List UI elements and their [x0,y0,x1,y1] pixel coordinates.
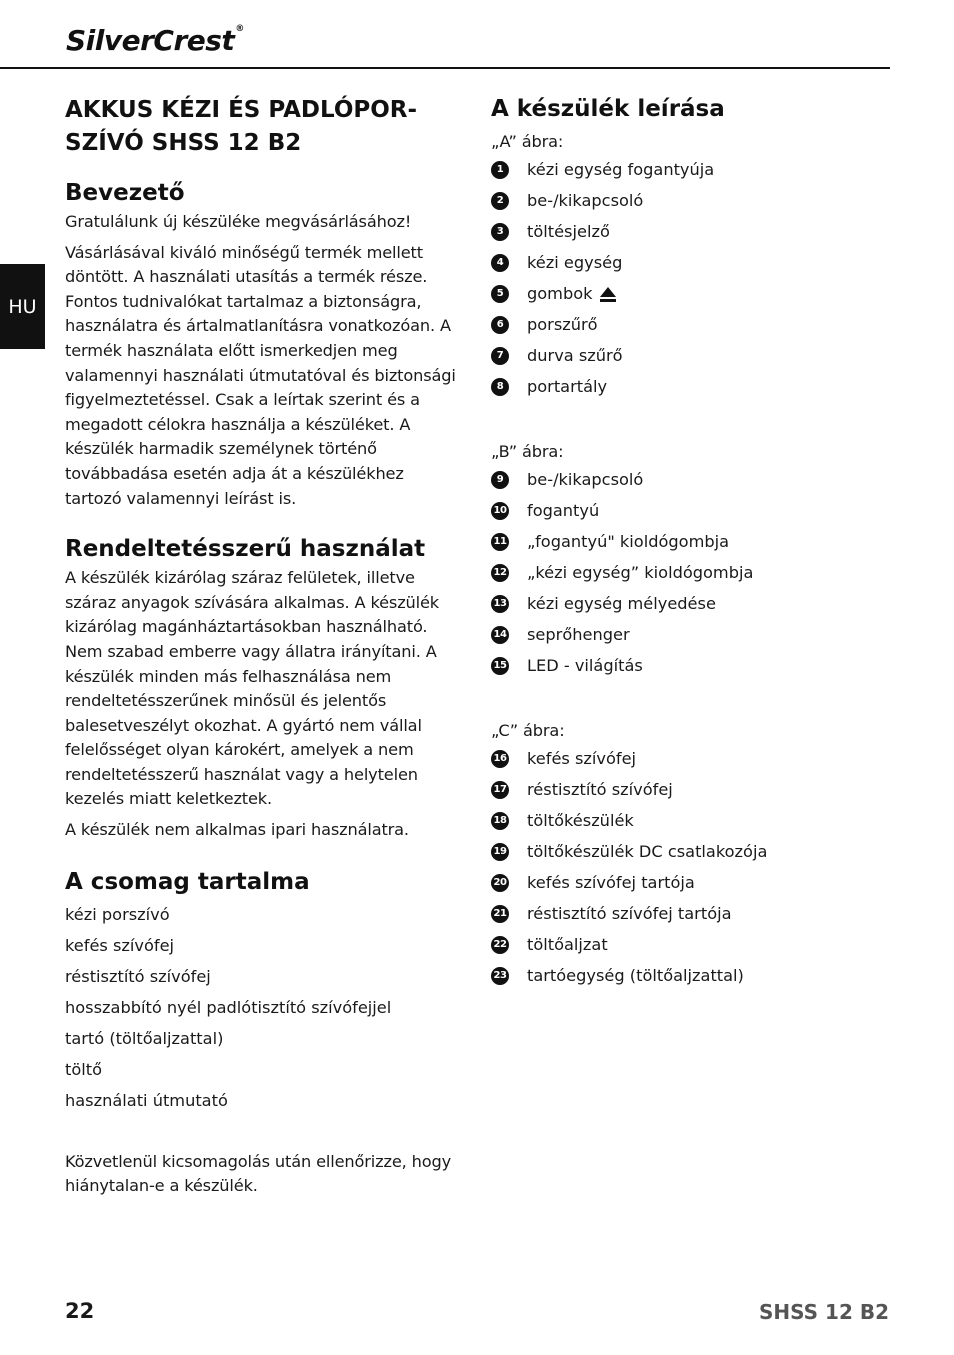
list-item: töltő [65,1059,102,1079]
figure-a-list [491,154,891,402]
list-item: tartó (töltőaljzattal) [65,1028,224,1048]
list-item [491,588,891,619]
item-text: porszűrő [527,315,598,334]
number-badge: 11 [491,533,509,551]
item-text: gombok [527,284,593,303]
number-badge: 13 [491,595,509,613]
brand-logo [66,24,244,57]
item-text: kézi egység [527,253,623,272]
list-item [491,557,891,588]
right-column [491,94,891,991]
intro-paragraph-1: Gratulálunk új készüléke megvásárlásához! [65,212,412,231]
list-item [491,495,891,526]
usage-paragraph-2: A készülék nem alkalmas ipari használatra. [65,820,409,840]
list-item [491,278,891,309]
item-text: tartóegység (töltőaljzattal) [527,966,744,985]
list-item [491,743,891,774]
item-text: portartály [527,377,608,396]
item-text: „kézi egység” kioldógombja [527,563,754,582]
item-text: fogantyú [527,501,600,520]
intro-heading: Bevezető [65,180,185,206]
intro-paragraph-2: Vásárlásával kiváló minőségű termék mellett döntött. A használati utasítás a termék része. Fontos tudnivalókat tartalmaz a biztonságra, használatra és ártalmatlanításra vonatkozóan. A termék használata előtt ismerkedjen meg valamennyi használati útmutatóval és biztonsági figyelmeztetéssel. Csak a leírtak szerint és a megadott célokra használja a készüléket. A készülék harmadik személynek történő továbbadása esetén adja át a készülékhez tartozó valamennyi leírást is. [65,242,456,508]
list-item [491,650,891,681]
number-badge: 12 [491,564,509,582]
usage-heading: Rendeltetésszerű használat [65,536,426,563]
list-item [491,464,891,495]
number-badge: 17 [491,781,509,799]
number-badge: 3 [491,223,509,241]
number-badge: 5 [491,285,509,303]
item-text: kefés szívófej [527,749,637,768]
list-item [491,805,891,836]
figure-c-list [491,743,891,991]
number-badge: 8 [491,378,509,396]
number-badge: 21 [491,905,509,923]
registered-mark: ® [235,24,244,34]
item-text: töltésjelző [527,222,610,241]
document-title [65,94,465,160]
package-heading: A csomag tartalma [65,868,310,895]
number-badge: 2 [491,192,509,210]
list-item: hosszabbító nyél padlótisztító szívófejjel [65,997,392,1017]
number-badge: 7 [491,347,509,365]
list-item [491,960,891,991]
item-text: be-/kikapcsoló [527,191,644,210]
list-item [491,371,891,402]
figure-a-label: „A” ábra: [491,132,564,151]
figure-b-label: „B” ábra: [491,442,564,461]
list-item: kefés szívófej [65,935,175,955]
item-text: „fogantyú" kioldógombja [527,532,730,551]
list-item [491,340,891,371]
number-badge: 16 [491,750,509,768]
usage-paragraph-1: A készülék kizárólag száraz felületek, illetve száraz anyagok szívására alkalmas. A készülék kizárólag magánháztartásokban használható. Nem szabad emberre vagy állatra irányítani. A készülék minden más felhasználása nem rendeltetésszerűnek minősül és jelentős balesetveszélyt okozhat. A gyártó nem vállal felelősséget olyan károkért, amelyek a nem rendeltetésszerű használat vagy a helytelen kezelés miatt keletkeztek. [65,568,440,809]
list-item [491,836,891,867]
list-item [491,619,891,650]
item-text: kézi egység mélyedése [527,594,716,613]
item-text: réstisztító szívófej tartója [527,904,732,923]
item-text: LED - világítás [527,656,643,675]
list-item [491,867,891,898]
package-list [65,899,465,1116]
number-badge: 14 [491,626,509,644]
list-item: réstisztító szívófej [65,966,211,986]
item-text: réstisztító szívófej [527,780,673,799]
number-badge: 4 [491,254,509,272]
number-badge: 23 [491,967,509,985]
list-item [491,929,891,960]
number-badge: 9 [491,471,509,489]
figure-c-label: „C” ábra: [491,721,565,740]
number-badge: 6 [491,316,509,334]
page-number: 22 [65,1299,95,1323]
list-item: használati útmutató [65,1090,228,1110]
brand-name: SilverCrest [66,24,235,57]
list-item [491,898,891,929]
list-item [491,526,891,557]
item-text: kefés szívófej tartója [527,873,695,892]
title-line-2: SZÍVÓ SHSS 12 B2 [65,130,302,156]
list-item [491,185,891,216]
number-badge: 22 [491,936,509,954]
language-tab: HU [0,264,45,349]
number-badge: 15 [491,657,509,675]
package-note: Közvetlenül kicsomagolás után ellenőrizze, hogy hiánytalan-e a készülék. [65,1151,452,1196]
title-line-1: AKKUS KÉZI ÉS PADLÓPOR- [65,97,418,123]
eject-icon [599,285,617,303]
number-badge: 10 [491,502,509,520]
list-item [491,309,891,340]
list-item [491,774,891,805]
item-text: töltőaljzat [527,935,608,954]
item-text: be-/kikapcsoló [527,470,644,489]
item-text: seprőhenger [527,625,630,644]
list-item [491,247,891,278]
left-column [65,94,465,1199]
footer-model: SHSS 12 B2 [759,1300,889,1324]
header-rule [0,67,890,69]
item-text: kézi egység fogantyúja [527,160,715,179]
item-text: töltőkészülék [527,811,634,830]
figure-b-list [491,464,891,681]
list-item [491,216,891,247]
item-text: töltőkészülék DC csatlakozója [527,842,768,861]
number-badge: 1 [491,161,509,179]
item-text: durva szűrő [527,346,623,365]
number-badge: 20 [491,874,509,892]
device-description-heading: A készülék leírása [491,96,725,122]
list-item [491,154,891,185]
list-item: kézi porszívó [65,904,170,924]
number-badge: 18 [491,812,509,830]
number-badge: 19 [491,843,509,861]
